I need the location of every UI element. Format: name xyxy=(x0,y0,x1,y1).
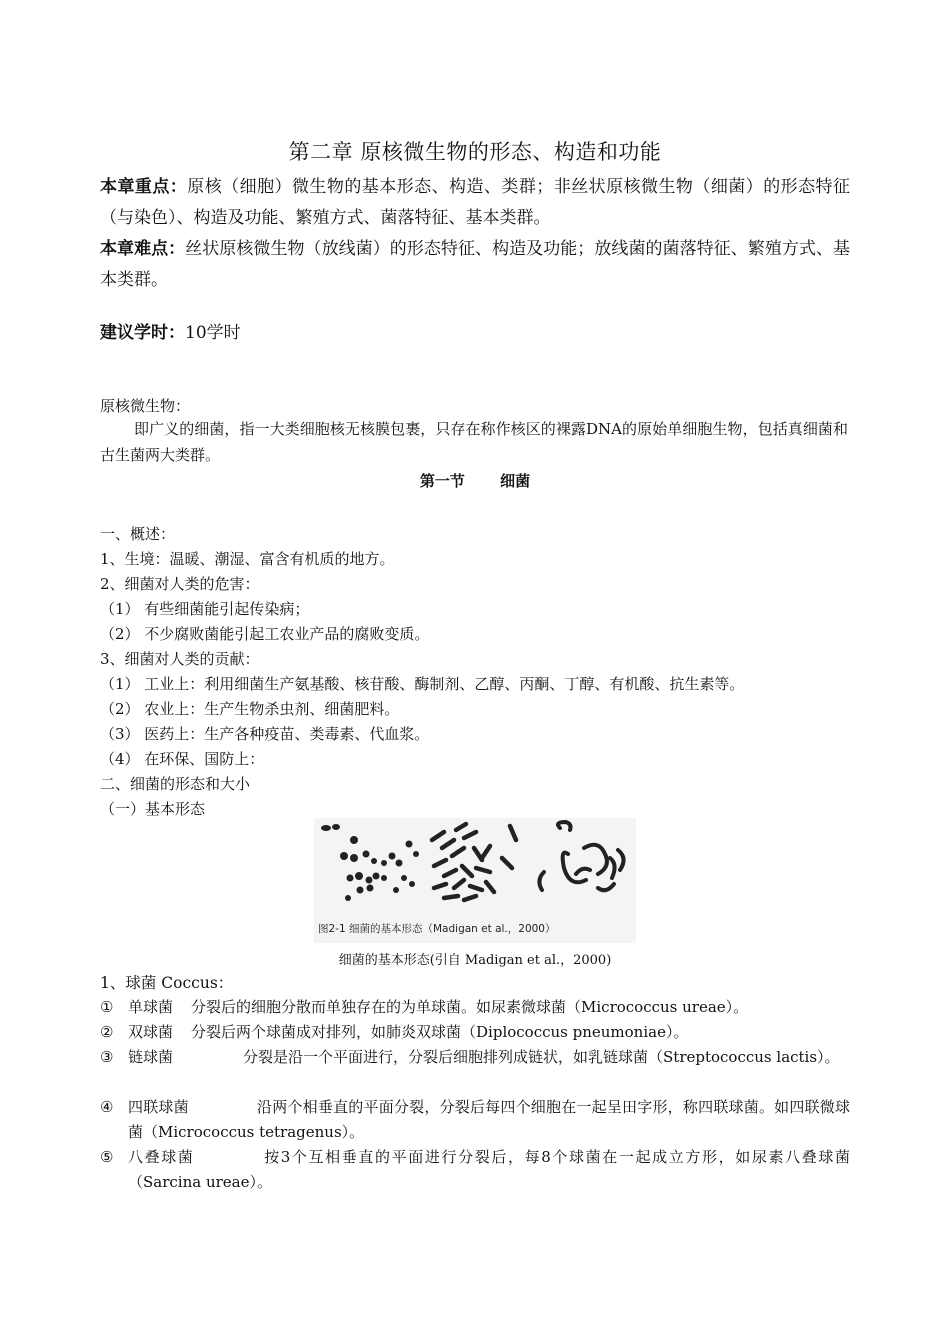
bacteria-morphology-figure xyxy=(314,818,636,943)
outline-line: 一、概述： xyxy=(100,525,176,543)
coccus-name: 双球菌 xyxy=(128,1023,174,1041)
item-number: ③ xyxy=(100,1048,114,1066)
prokaryote-heading: 原核微生物： xyxy=(100,397,191,415)
coccus-desc: 分裂后的细胞分散而单独存在的为单球菌。如尿素微球菌（Micrococcus ureae）。 xyxy=(191,998,749,1016)
figure-caption: 细菌的基本形态(引自 Madigan et al.，2000) xyxy=(338,953,612,968)
prokaryote-definition: 即广义的细菌，指一大类细胞核无核膜包裹，只存在称作核区的裸露DNA的原始单细胞生物，包括真细菌和古生菌两大类群。 xyxy=(100,420,848,464)
outline-line: （3） 医药上：生产各种疫苗、类毒素、代血浆。 xyxy=(100,725,430,743)
outline-line: 3、细菌对人类的贡献： xyxy=(100,650,260,668)
item-number: ① xyxy=(100,998,114,1016)
coccus-name: 四联球菌 xyxy=(128,1098,189,1116)
focus-text: 原核（细胞）微生物的基本形态、构造、类群；非丝状原核微生物（细菌）的形态特征（与染色）、构造及功能、繁殖方式、菌落特征、基本类群。 xyxy=(100,177,851,228)
outline-line: （1） 有些细菌能引起传染病； xyxy=(100,600,310,618)
outline-line: （4） 在环保、国防上： xyxy=(100,750,265,768)
outline-line: （一）基本形态 xyxy=(100,800,206,818)
focus-label: 本章重点： xyxy=(100,177,188,197)
coccus-item xyxy=(100,995,850,1020)
section-title: 第一节 细菌 xyxy=(419,472,531,490)
coccus-item xyxy=(100,1045,850,1070)
coccus-name: 链球菌 xyxy=(128,1048,174,1066)
coccus-desc: 分裂是沿一个平面进行，分裂后细胞排列成链状，如乳链球菌（Streptococcus lactis）。 xyxy=(243,1048,840,1066)
item-number: ② xyxy=(100,1023,114,1041)
chapter-difficulty xyxy=(100,234,850,296)
coccus-item xyxy=(100,1020,850,1045)
item-number: ④ xyxy=(100,1098,114,1116)
coccus-desc: 分裂后两个球菌成对排列，如肺炎双球菌（Diplococcus pneumoniae）。 xyxy=(191,1023,689,1041)
coccus-name: 单球菌 xyxy=(128,998,174,1016)
figure-inner-caption: 图2-1 细菌的基本形态（Madigan et al.，2000） xyxy=(318,923,556,935)
coccus-item xyxy=(100,1145,850,1195)
coccus-desc: 按3个互相垂直的平面进行分裂后，每8个球菌在一起成立方形，如尿素八叠球菌（Sarcina ureae）。 xyxy=(128,1148,850,1191)
item-number: ⑤ xyxy=(100,1148,114,1166)
outline-line: 二、细菌的形态和大小 xyxy=(100,775,251,793)
coccus-desc: 沿两个相垂直的平面分裂，分裂后每四个细胞在一起呈田字形，称四联球菌。如四联微球菌（Micrococcus tetragenus）。 xyxy=(128,1098,850,1141)
outline-line: （1） 工业上：利用细菌生产氨基酸、核苷酸、酶制剂、乙醇、丙酮、丁醇、有机酸、抗生素等。 xyxy=(100,675,745,693)
outline-line: （2） 农业上：生产生物杀虫剂、细菌肥料。 xyxy=(100,700,400,718)
chapter-focus xyxy=(100,172,850,234)
hours-label: 建议学时： xyxy=(100,323,185,343)
chapter-title: 第二章 原核微生物的形态、构造和功能 xyxy=(288,140,662,164)
difficulty-label: 本章难点： xyxy=(100,239,186,259)
hours-text: 10学时 xyxy=(185,323,241,343)
coccus-heading: 1、球菌 Coccus： xyxy=(100,974,234,992)
difficulty-text: 丝状原核微生物（放线菌）的形态特征、构造及功能；放线菌的菌落特征、繁殖方式、基本类群。 xyxy=(100,239,851,290)
coccus-item xyxy=(100,1095,850,1145)
suggested-hours xyxy=(100,318,850,349)
coccus-name: 八叠球菌 xyxy=(128,1148,195,1166)
outline-line: 2、细菌对人类的危害： xyxy=(100,575,260,593)
outline-line: （2） 不少腐败菌能引起工农业产品的腐败变质。 xyxy=(100,625,430,643)
outline-line: 1、生境：温暖、潮湿、富含有机质的地方。 xyxy=(100,550,395,568)
bacteria-shapes-illustration xyxy=(314,818,636,943)
